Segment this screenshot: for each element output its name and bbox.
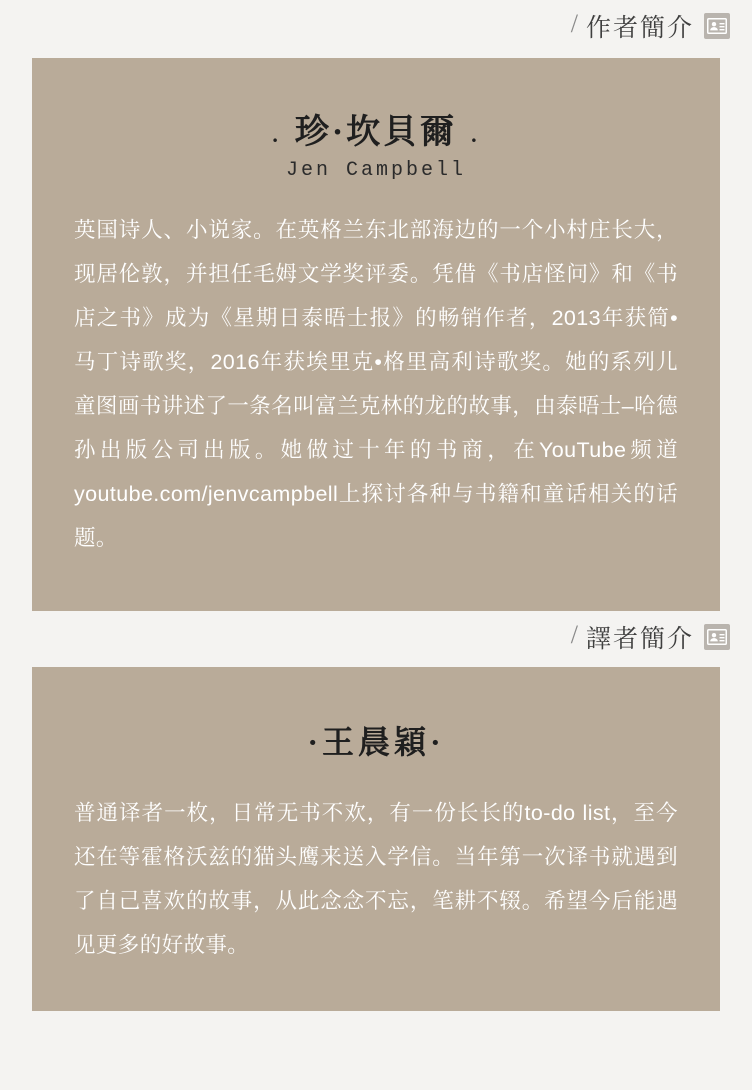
author-name-en: Jen Campbell <box>285 159 467 182</box>
translator-bio-text: 普通译者一枚，日常无书不欢，有一份长长的to-do list，至今还在等霍格沃兹的猫头鹰来送入学信。当年第一次译书就遇到了自己喜欢的故事，从此念念不忘，笔耕不辍。希望今后能遇见更多的好故事。 <box>74 800 678 957</box>
author-name-cn <box>258 104 493 153</box>
translator-section-header <box>0 611 752 663</box>
bottom-spacer <box>0 1011 752 1021</box>
translator-section <box>0 611 752 1011</box>
author-name-row <box>74 104 678 153</box>
author-name-cn-text: 珍·坎貝爾 <box>294 114 458 151</box>
author-card <box>32 58 720 611</box>
slash-decoration: / <box>570 619 578 649</box>
name-dot-right: . <box>471 122 480 148</box>
author-bio-text: 英国诗人、小说家。在英格兰东北部海边的一个小村庄长大，现居伦敦，并担任毛姆文学奖评委。凭借《书店怪问》和《书店之书》成为《星期日泰晤士报》的畅销作者，2013年获简•马丁诗歌奖，2016年获埃里克•格里高利诗歌奖。她的系列儿童图画书讲述了一条名叫富兰克林的龙的故事，由泰晤士–哈德孙出版公司出版。她做过十年的书商，在YouTube频道youtube.com/jenvcampbell上探讨各种与书籍和童话相关的话题。 <box>74 218 678 551</box>
translator-card <box>32 667 720 1011</box>
author-section-header <box>0 0 752 52</box>
translator-name-cn: ·王晨穎· <box>307 723 445 760</box>
slash-decoration: / <box>570 9 578 38</box>
contact-card-icon <box>704 13 730 39</box>
name-dot-left: . <box>272 122 281 148</box>
translator-section-title: 譯者簡介 <box>585 625 694 653</box>
author-section-title: 作者簡介 <box>585 15 694 42</box>
contact-card-icon <box>704 624 730 650</box>
